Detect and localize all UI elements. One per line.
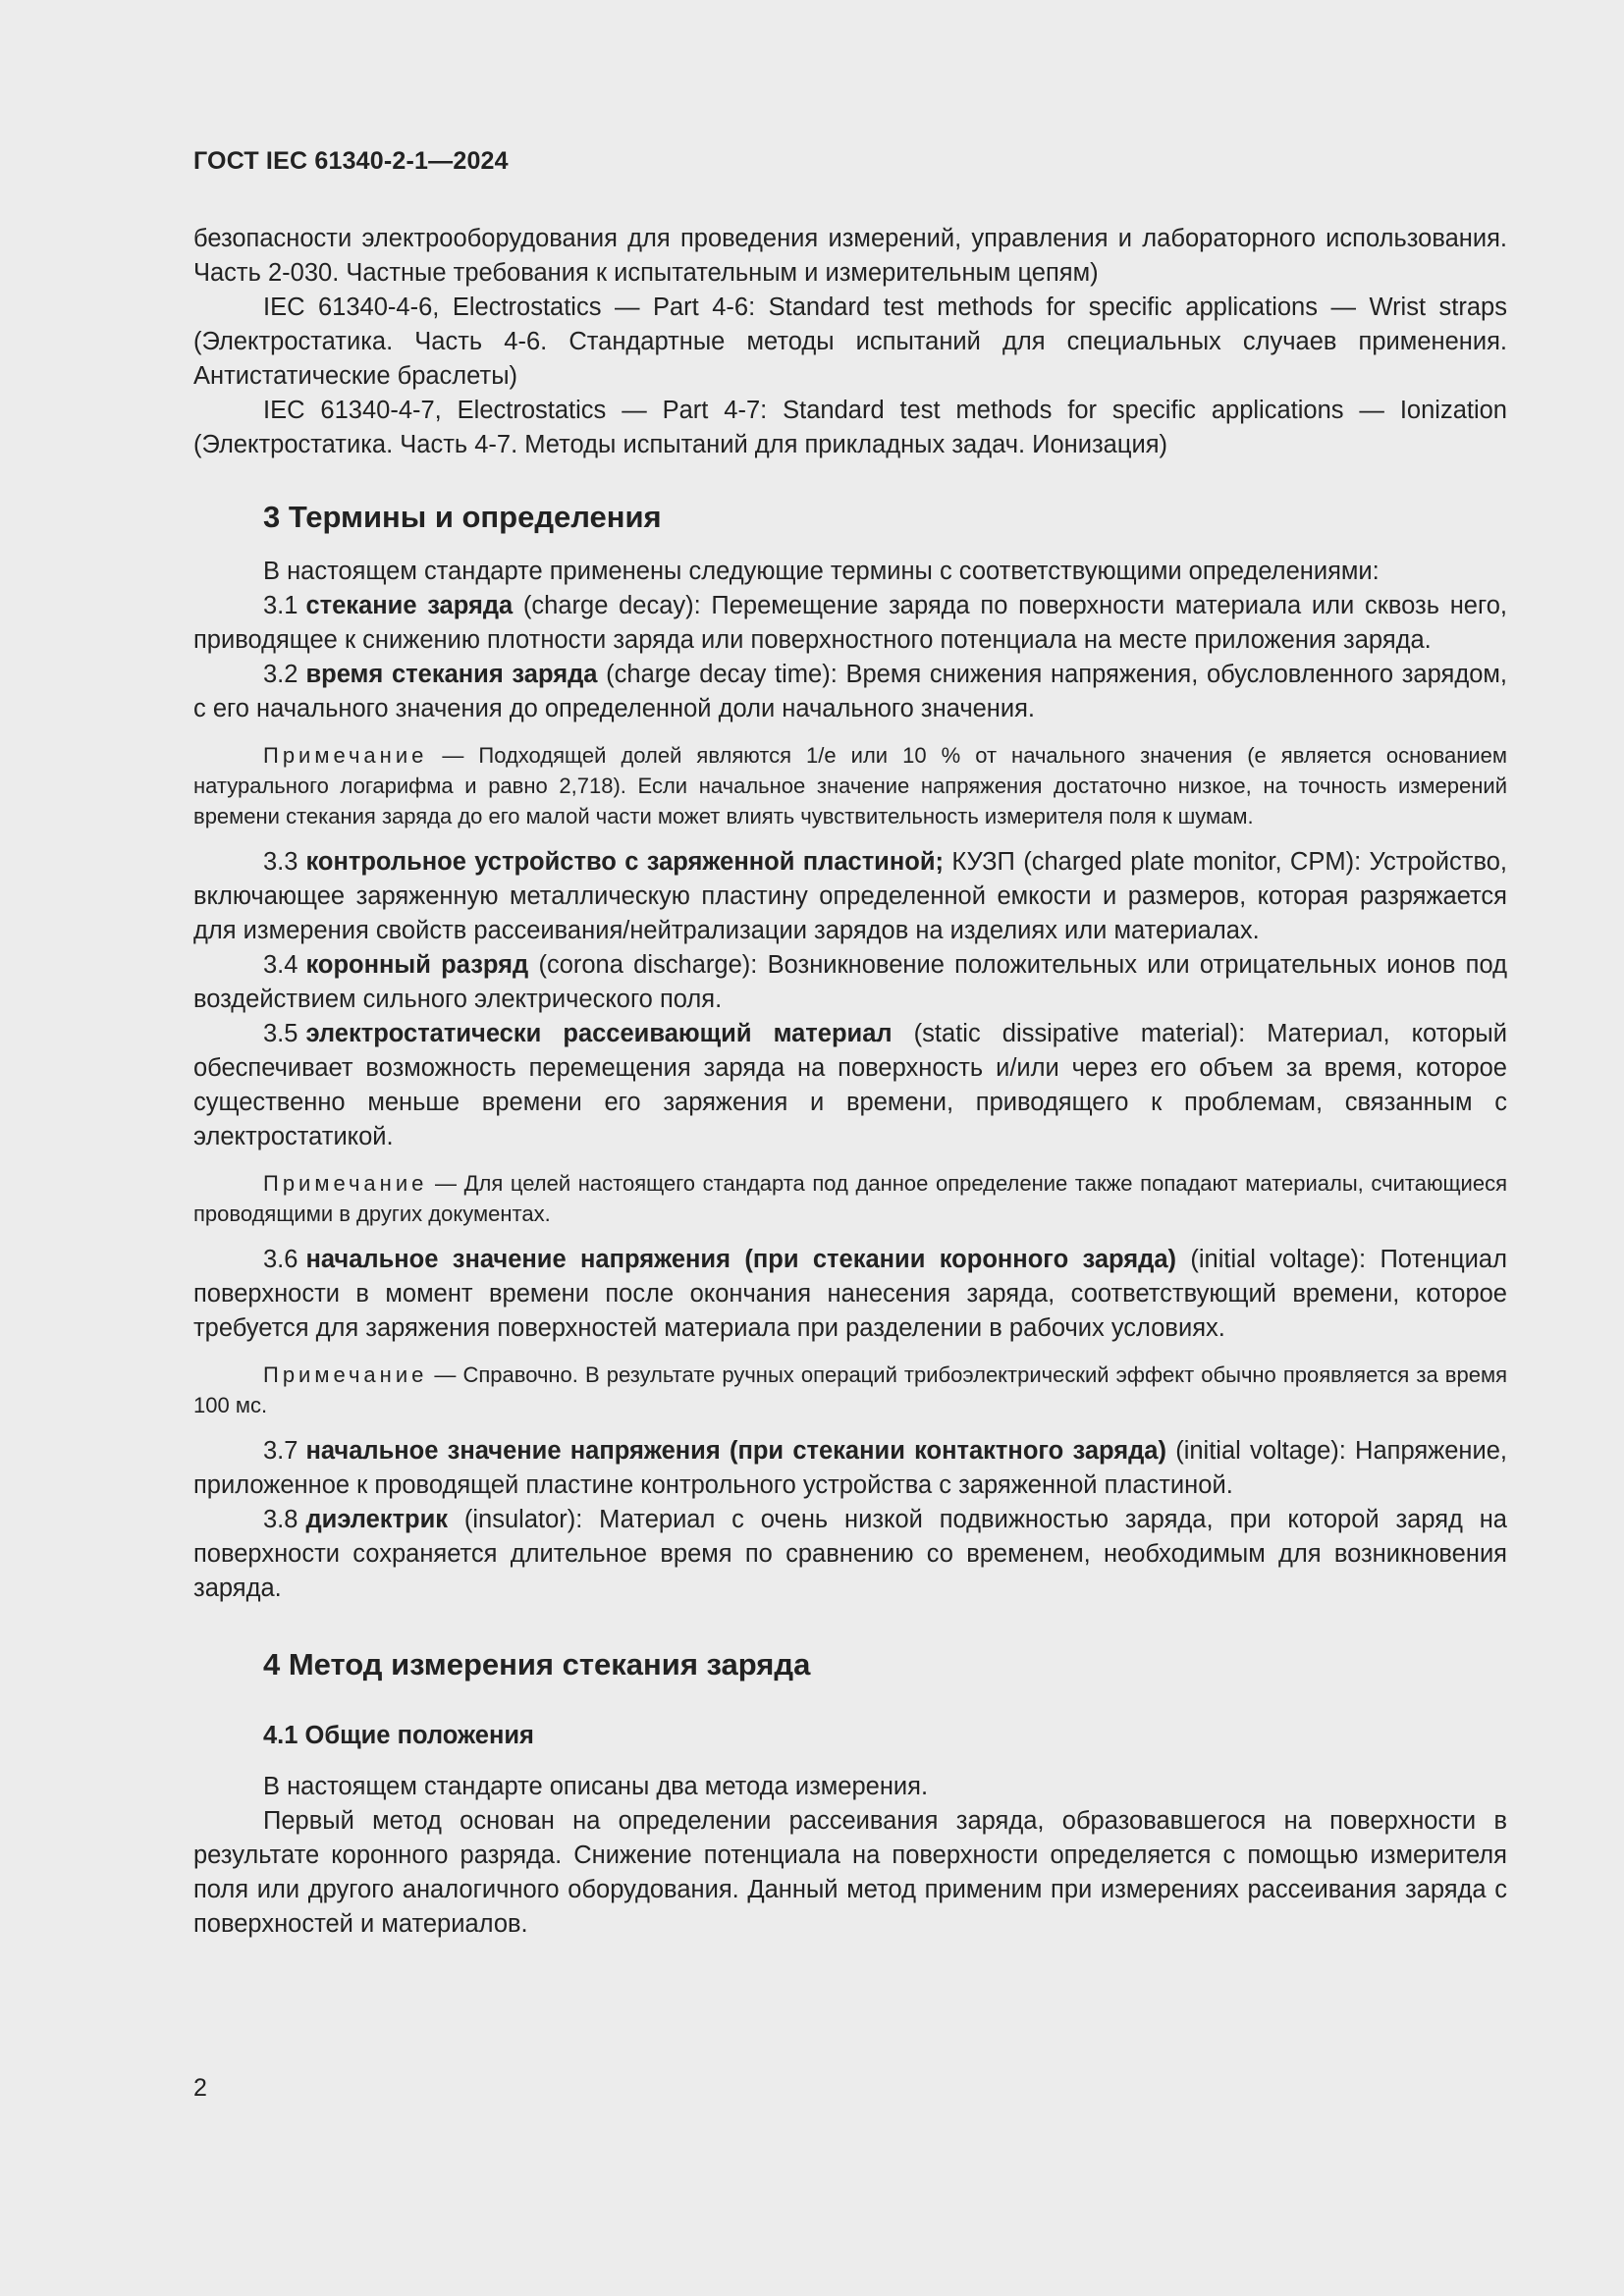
term-definition: КУЗП (charged plate monitor, CPM): Устройство, включающее заряженную металлическую пластину определенной емкости и размеров, которая разряжается для измерения свойств рассеивания/нейтрализации зарядов на изделиях или материалах. [193,848,1507,944]
note-text: — Подходящей долей являются 1/e или 10 % от начального значения (e является основанием натурального логарифма и равно 2,718). Если начальное значение напряжения достаточно низкое, на точность измерений времени стекания заряда до его малой части может влиять чувствительность измерителя поля к шумам. [193,743,1507,828]
term-name: начальное значение напряжения (при стекании коронного заряда) [305,1246,1176,1273]
document-header: ГОСТ IEC 61340-2-1—2024 [193,147,509,175]
term-name: стекание заряда [305,592,514,619]
note-3-6 [193,1360,1507,1420]
note-text: — Справочно. В результате ручных операций трибоэлектрический эффект обычно проявляется за время 100 мс. [193,1362,1507,1417]
term-number: 3.2 [263,661,298,688]
term-number: 3.3 [263,848,298,876]
page-number: 2 [193,2074,207,2102]
term-definition: (charge decay): Перемещение заряда по поверхности материала или сквозь него, приводящее к снижению плотности заряда или поверхностного потенциала на месте приложения заряда. [193,592,1507,654]
term-number: 3.6 [263,1246,298,1273]
section-3-heading: 3 Термины и определения [263,500,662,534]
term-3-4 [193,948,1507,1017]
term-number: 3.5 [263,1020,298,1047]
term-name: коронный разряд [305,951,529,979]
term-3-5 [193,1017,1507,1154]
term-definition: (corona discharge): Возникновение положительных или отрицательных ионов под воздействием сильного электрического поля. [193,951,1507,1013]
reference-iec-61340-4-7: IEC 61340-4-7, Electrostatics — Part 4-7: Standard test methods for specific applications — Ionization (Электростатика. Часть 4-7. Методы испытаний для прикладных задач. Ионизация) [193,397,1507,458]
note-label: Примечание [263,743,428,768]
section-4-heading: 4 Метод измерения стекания заряда [263,1647,811,1682]
term-3-6 [193,1243,1507,1346]
section-4-1-paragraph-2: Первый метод основан на определении рассеивания заряда, образовавшегося на поверхности в результате коронного разряда. Снижение потенциала на поверхности определяется с помощью измерителя поля или другого аналогичного оборудования. Данный метод применим при измерениях рассеивания заряда с поверхностей и материалов. [193,1807,1507,1938]
term-number: 3.4 [263,951,298,979]
term-definition: (insulator): Материал с очень низкой подвижностью заряда, при которой заряд на поверхности сохраняется длительное время по сравнению со временем, необходимым для возникновения заряда. [193,1506,1507,1602]
reference-iec-61340-4-6: IEC 61340-4-6, Electrostatics — Part 4-6: Standard test methods for specific applications — Wrist straps (Электростатика. Часть 4-6. Стандартные методы испытаний для специальных случаев применения. Антистатические браслеты) [193,294,1507,390]
term-name: время стекания заряда [305,661,598,688]
term-number: 3.7 [263,1437,298,1465]
term-3-7 [193,1434,1507,1503]
note-text: — Для целей настоящего стандарта под данное определение также попадают материалы, считающиеся проводящими в других документах. [193,1171,1507,1226]
term-name: контрольное устройство с заряженной пластиной; [305,848,945,876]
term-name: электростатически рассеивающий материал [305,1020,893,1047]
note-3-5 [193,1168,1507,1229]
term-definition: (initial voltage): Напряжение, приложенное к проводящей пластине контрольного устройства с заряженной пластиной. [193,1437,1507,1499]
section-3-intro: В настоящем стандарте применены следующие термины с соответствующими определениями: [263,558,1380,585]
term-definition: (initial voltage): Потенциал поверхности в момент времени после окончания нанесения заряда, соответствующий времени, которое требуется для заряжения поверхностей материала при разделении в рабочих условиях. [193,1246,1507,1342]
term-name: начальное значение напряжения (при стекании контактного заряда) [305,1437,1166,1465]
subsection-4-1-heading: 4.1 Общие положения [263,1722,534,1749]
term-3-3 [193,845,1507,948]
term-3-1 [193,589,1507,658]
term-3-8 [193,1503,1507,1606]
reference-continuation: безопасности электрооборудования для проведения измерений, управления и лабораторного использования. Часть 2-030. Частные требования к испытательным и измерительным цепям) [193,225,1507,287]
term-number: 3.1 [263,592,298,619]
note-label: Примечание [263,1362,428,1387]
term-definition: (static dissipative material): Материал, который обеспечивает возможность перемещения заряда на поверхность и/или через его объем за время, которое существенно меньше времени его заряжения и времени, приводящего к проблемам, связанным с электростатикой. [193,1020,1507,1150]
term-number: 3.8 [263,1506,298,1533]
note-3-2 [193,740,1507,831]
note-label: Примечание [263,1171,428,1196]
term-definition: (charge decay time): Время снижения напряжения, обусловленного зарядом, с его начального значения до определенной доли начального значения. [193,661,1507,722]
section-4-1-paragraph-1: В настоящем стандарте описаны два метода измерения. [263,1773,929,1800]
term-3-2 [193,658,1507,726]
term-name: диэлектрик [305,1506,449,1533]
page-content [193,222,1507,1942]
